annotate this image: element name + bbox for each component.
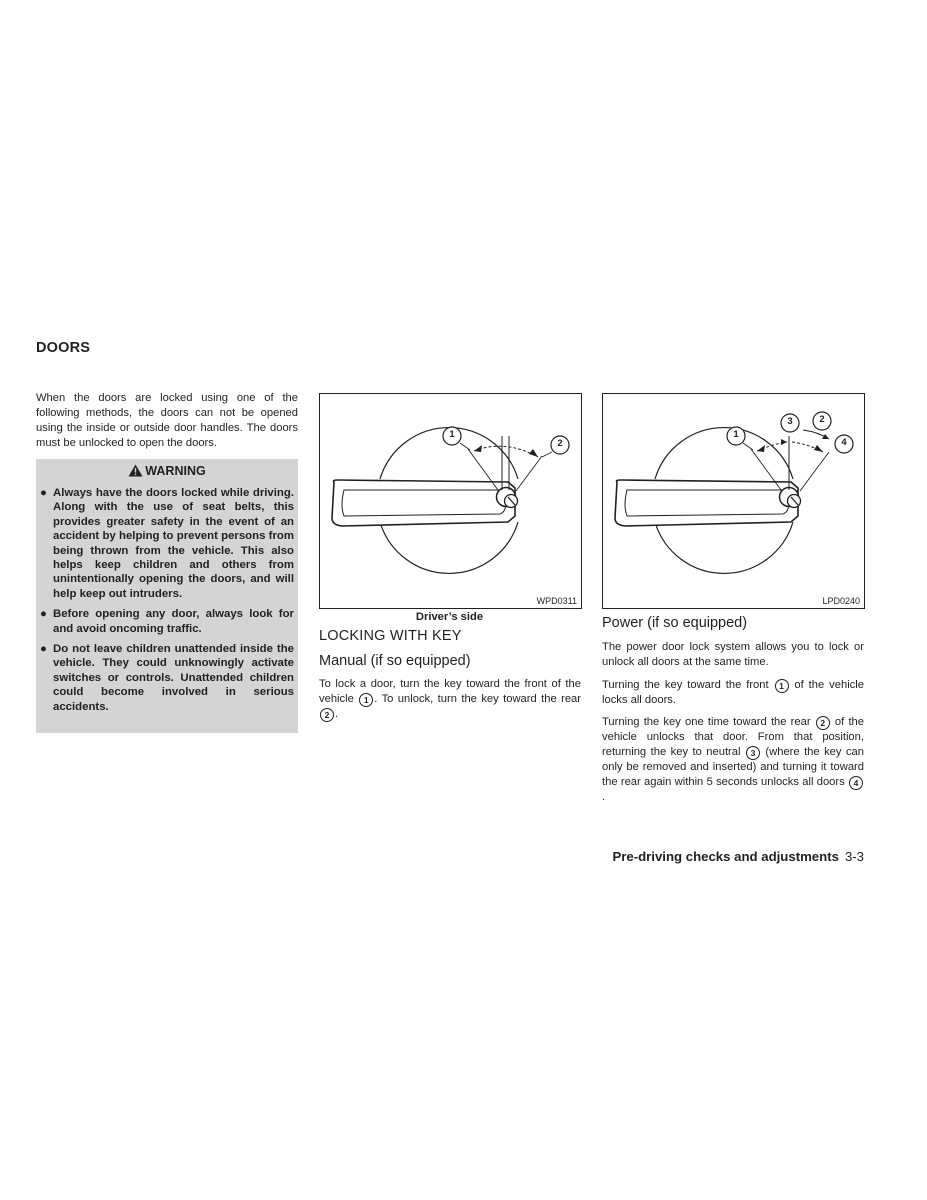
callout-4: 4 [841, 437, 847, 448]
warning-item-text: Before opening any door, always look for and avoid oncoming traffic. [53, 608, 294, 635]
footer-title: Pre-driving checks and adjustments [612, 849, 839, 864]
circled-number: 1 [775, 679, 789, 693]
text-run: Turning the key one time toward the rear [602, 716, 815, 728]
text-run: of the vehicle locks all doors. [602, 679, 864, 706]
manual-heading: Manual (if so equipped) [319, 653, 471, 669]
warning-item [36, 642, 298, 714]
text-run: . [602, 791, 606, 803]
callout-1: 1 [449, 429, 455, 440]
callout-1: 1 [733, 429, 739, 440]
bullet-icon: ● [40, 608, 47, 621]
text-run: Turning the key toward the front [602, 679, 774, 691]
warning-box [36, 459, 298, 733]
callout-3: 3 [787, 416, 793, 427]
warning-header [36, 464, 298, 478]
door-handle-illustration [603, 394, 864, 608]
power-paragraph-1: The power door lock system allows you to lock or unlock all doors at the same time. [602, 641, 864, 668]
warning-list [36, 486, 298, 720]
warning-item-text: Do not leave children unattended inside the vehicle. They could unknowingly activate switches or controls. Unattended children could become involved in serious accidents. [53, 643, 294, 713]
text-run: of the vehicle unlocks that door. From that position, returning the key to neutral [602, 716, 864, 758]
text-run: . [335, 708, 339, 720]
text-run: (where the key can only be removed and inserted) and turning it toward the rear again within 5 seconds unlocks all doors [602, 746, 864, 788]
warning-triangle-icon [128, 464, 143, 477]
section-title: DOORS [36, 340, 91, 356]
figure-caption: Driver’s side [415, 611, 484, 623]
manual-paragraph [319, 677, 581, 722]
figure-code: WPD0311 [536, 596, 577, 606]
page-footer [560, 849, 864, 864]
figure-code: LPD0240 [822, 596, 860, 606]
circled-number: 4 [849, 776, 863, 790]
warning-item [36, 486, 298, 601]
warning-item-text: Always have the doors locked while driving. Along with the use of seat belts, this provides greater safety in the event of an accident by helping to prevent persons from being thrown from the vehicle. This also helps keep children and others from unintentionally opening the doors, and will help keep out intruders. [53, 487, 294, 600]
power-paragraph-3 [602, 715, 864, 805]
text-run: To lock a door, turn the key toward the front of the vehicle [319, 678, 581, 705]
callout-2: 2 [819, 414, 825, 425]
figure-drivers-side-key-lock [319, 393, 582, 609]
circled-number: 2 [320, 708, 334, 722]
circled-number: 3 [746, 746, 760, 760]
figure-power-key-lock [602, 393, 865, 609]
circled-number: 2 [816, 716, 830, 730]
warning-title: WARNING [145, 464, 206, 478]
callout-2: 2 [557, 438, 563, 449]
text-run: . To unlock, turn the key toward the rear [374, 693, 581, 705]
power-heading: Power (if so equipped) [602, 615, 748, 631]
bullet-icon: ● [40, 643, 47, 656]
bullet-icon: ● [40, 487, 47, 499]
warning-item [36, 607, 298, 636]
circled-number: 1 [359, 693, 373, 707]
door-handle-illustration [320, 394, 581, 608]
locking-heading: LOCKING WITH KEY [319, 628, 462, 644]
intro-paragraph: When the doors are locked using one of the following methods, the doors can not be opened using the inside or outside door handles. The doors must be unlocked to open the doors. [36, 392, 298, 449]
page-number: 3-3 [844, 849, 864, 864]
power-paragraph-2 [602, 678, 864, 708]
